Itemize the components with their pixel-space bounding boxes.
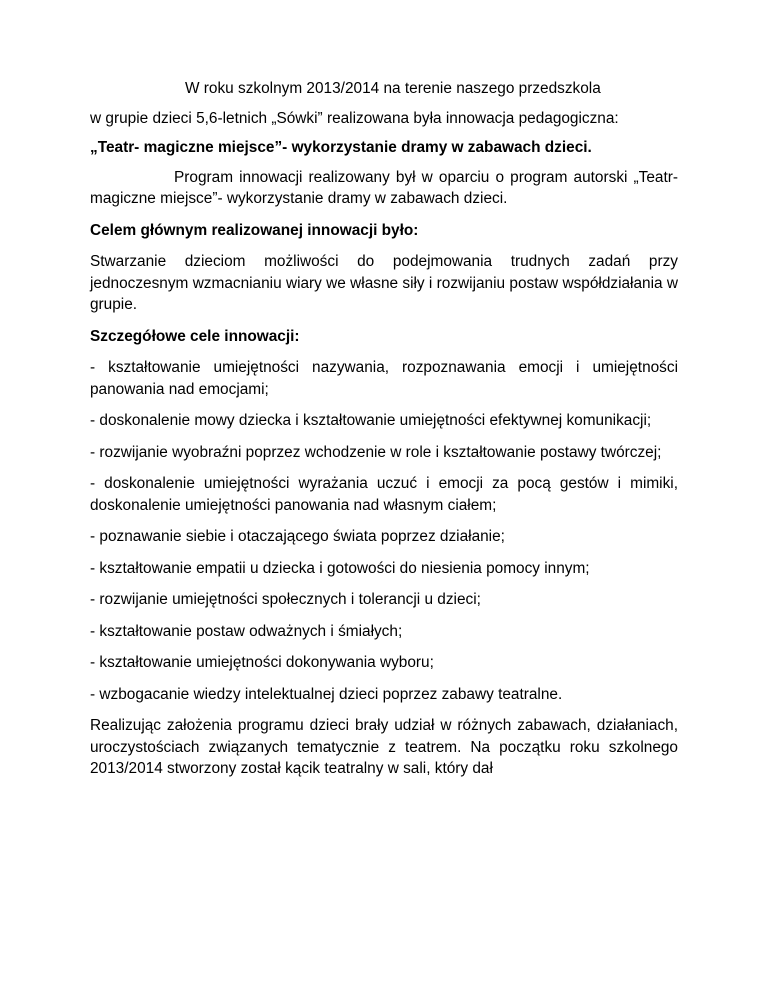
goal-item: - kształtowanie umiejętności nazywania, rozpoznawania emocji i umiejętności panowania nad emocjami; [90, 359, 678, 398]
goal-item: - doskonalenie mowy dziecka i kształtowanie umiejętności efektywnej komunikacji; [90, 412, 652, 429]
goal-item: - rozwijanie umiejętności społecznych i tolerancji u dzieci; [90, 591, 481, 608]
intro-line-2: w grupie dzieci 5,6-letnich „Sówki” realizowana była innowacja pedagogiczna: [90, 109, 619, 127]
goal-item: - doskonalenie umiejętności wyrażania uczuć i emocji za pocą gestów i mimiki, doskonalenie umiejętności panowania nad własnym ciałem; [90, 475, 678, 514]
goal-item: - poznawanie siebie i otaczającego świata poprzez działanie; [90, 528, 505, 545]
goal-item: - kształtowanie empatii u dziecka i gotowości do niesienia pomocy innym; [90, 559, 590, 577]
goal-item: - kształtowanie postaw odważnych i śmiałych; [90, 622, 403, 640]
program-paragraph: Program innowacji realizowany był w oparciu o program autorski „Teatr- magiczne miejsce”- wykorzystanie dramy w zabawach dzieci. [90, 168, 678, 207]
goal-item: - kształtowanie umiejętności dokonywania wyboru; [90, 654, 434, 671]
intro-line-1: W roku szkolnym 2013/2014 na terenie naszego przedszkola [185, 80, 601, 97]
detailed-goals-heading: Szczegółowe cele innowacji: [90, 327, 300, 345]
main-goal-text: Stwarzanie dzieciom możliwości do podejmowania trudnych zadań przy jednoczesnym wzmacnianiu wiary we własne siły i rozwijaniu postaw współdziałania w grupie. [90, 253, 678, 313]
detailed-goals-list [90, 357, 678, 705]
main-goal-heading: Celem głównym realizowanej innowacji było: [90, 221, 419, 239]
closing-paragraph: Realizując założenia programu dzieci brały udział w różnych zabawach, działaniach, uroczystościach związanych tematycznie z teatrem. Na początku roku szkolnego 2013/2014 stworzony został kącik teatralny w sali, który dał [90, 717, 678, 777]
document-page [90, 78, 678, 780]
goal-item: - wzbogacanie wiedzy intelektualnej dzieci poprzez zabawy teatralne. [90, 685, 563, 703]
goal-item: - rozwijanie wyobraźni poprzez wchodzenie w role i kształtowanie postawy twórczej; [90, 443, 662, 461]
innovation-title: „Teatr- magiczne miejsce”- wykorzystanie dramy w zabawach dzieci. [90, 139, 592, 156]
